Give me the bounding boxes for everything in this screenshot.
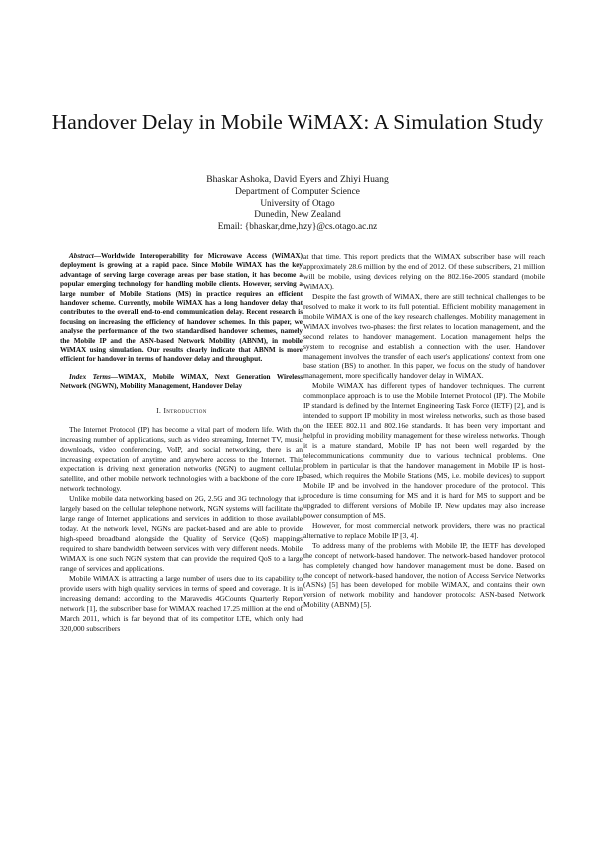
affiliation-university: University of Otago [260, 198, 335, 209]
intro-paragraph: The Internet Protocol (IP) has become a vital part of modern life. With the increasing number of applications, such as video streaming, Internet TV, music downloads, video conferencing, VoIP, and social networking, there is an increasing expectation of anytime and anywhere access to the Internet. This expectation is driving next generation networks (NGN) to augment cellular, satellite, and other mobile network technologies with a backbone of the core IP network technology. [60, 424, 303, 494]
paper-title: Handover Delay in Mobile WiMAX: A Simulation Study [51, 110, 544, 134]
intro-paragraph: Mobile WiMAX is attracting a large number of users due to its capability to provide users with high quality services in terms of speed and coverage. It is in increasing demand: according to the Maravedis 4GCounts Quarterly Report network [1], the subscriber base for WiMAX reached 17.25 million at the end of March 2011, which is far beyond that of its competitor LTE, which only had 320,000 subscribers [60, 573, 303, 633]
abstract-body: —Worldwide Interoperability for Microwave Access (WiMAX) deployment is growing at a rapid pace. Since Mobile WiMAX has the key advantage of serving large coverage areas per base station, it has become a popular emerging technology for handling mobile clients. However, serving a large number of Mobile Stations (MS) in practice requires an efficient handover scheme. Currently, mobile WiMAX has a long handover delay that contributes to the overall end-to-end communication delay. Recent research is focusing on increasing the efficiency of handover schemes. In this paper, we analyse the performance of the two standardised handover schemes, namely the Mobile IP and the ASN-based Network Mobility (ABNM), in mobile WiMAX using simulation. Our results clearly indicate that ABNM is more efficient for handover in terms of handover delay and throughput. [60, 252, 303, 364]
index-terms [60, 373, 303, 392]
intro-paragraph: To address many of the problems with Mobile IP, the IETF has developed the concept of network-based handover. The network-based handover protocol has completely changed how handover management must be done. Based on the concept of network-based handover, the notion of Access Service Networks (ASNs) [5] has been developed for mobile WiMAX, and contains their own version of network mobility and handover protocols: ASN-based Network Mobility (ABNM) [5]. [303, 540, 545, 610]
affiliation-email: Email: {bhaskar,dme,hzy}@cs.otago.ac.nz [217, 222, 378, 233]
right-column [303, 252, 545, 610]
section-heading: I. Introduction [156, 405, 207, 415]
index-terms-lead: Index Terms [69, 372, 111, 381]
left-column [60, 252, 303, 634]
intro-paragraph: Mobile WiMAX has different types of handover techniques. The current commonplace approach is to use the Mobile Internet Protocol (IP). The Mobile IP standard is defined by the Internet Engineering Task Force (IETF) [2], and is intended to support IP mobility in most wireless networks, such as those based on the IEEE 802.11 and 802.16e standards. It has been very important and helpful in providing mobility management for these wireless networks. Though it is a mature standard, Mobile IP has not been well regarded by the telecommunications community due to various technical problems. One problem in particular is that the handover management in Mobile IP is host-based, which requires the Mobile Stations (MS, i.e. mobile devices) to support Mobile IP and be involved in the handover procedure of the protocol. This procedure is time consuming for MS and it is hard for MS to support and be upgraded to different versions of Mobile IP. New updates may also increase power consumption of MS. [303, 381, 545, 520]
intro-paragraph: at that time. This report predicts that the WiMAX subscriber base will reach approximately 28.6 million by the end of 2012. Of these subscribers, 21 million will be mobile, using devices relying on the 802.16e-2005 standard (mobile WiMAX). [303, 252, 545, 291]
author-names: Bhaskar Ashoka, David Eyers and Zhiyi Huang [206, 174, 389, 185]
intro-paragraph: Despite the fast growth of WiMAX, there are still technical challenges to be resolved to make it work to its full potential. Efficient mobility management in mobile WiMAX is one of the key research challenges. Mobility management in WiMAX involves two-phases: the first relates to location management, and the second relates to handover management. Location management helps the system to recognise and establish a connection with the user. Handover management involves the transfer of each user's applications' context from one base station (BS) to another. In this paper, we focus on the study of handover management, more specifically handover delay in WiMAX. [303, 291, 545, 381]
affiliation-city: Dunedin, New Zealand [254, 210, 341, 221]
intro-paragraph: Unlike mobile data networking based on 2G, 2.5G and 3G technology that is largely based on the cellular telephone network, NGN systems will facilitate the large range of Internet applications and services in addition to those available today. At the network level, NGNs are packet-based and are able to provide high-speed broadband alongside the Quality of Service (QoS) mappings required to share bandwidth between services with very different needs. Mobile WiMAX is one such NGN system that can provide the required QoS to a large range of services and applications. [60, 494, 303, 573]
affiliation-department: Department of Computer Science [235, 186, 360, 197]
index-terms-body: —WiMAX, Mobile WiMAX, Next Generation Wireless Network (NGWN), Mobility Management, Handover Delay [60, 372, 303, 391]
abstract [60, 252, 303, 365]
abstract-lead: Abstract [69, 252, 94, 260]
author-block [40, 174, 555, 234]
intro-paragraph: However, for most commercial network providers, there was no practical alternative to replace Mobile IP [3, 4]. [303, 520, 545, 540]
